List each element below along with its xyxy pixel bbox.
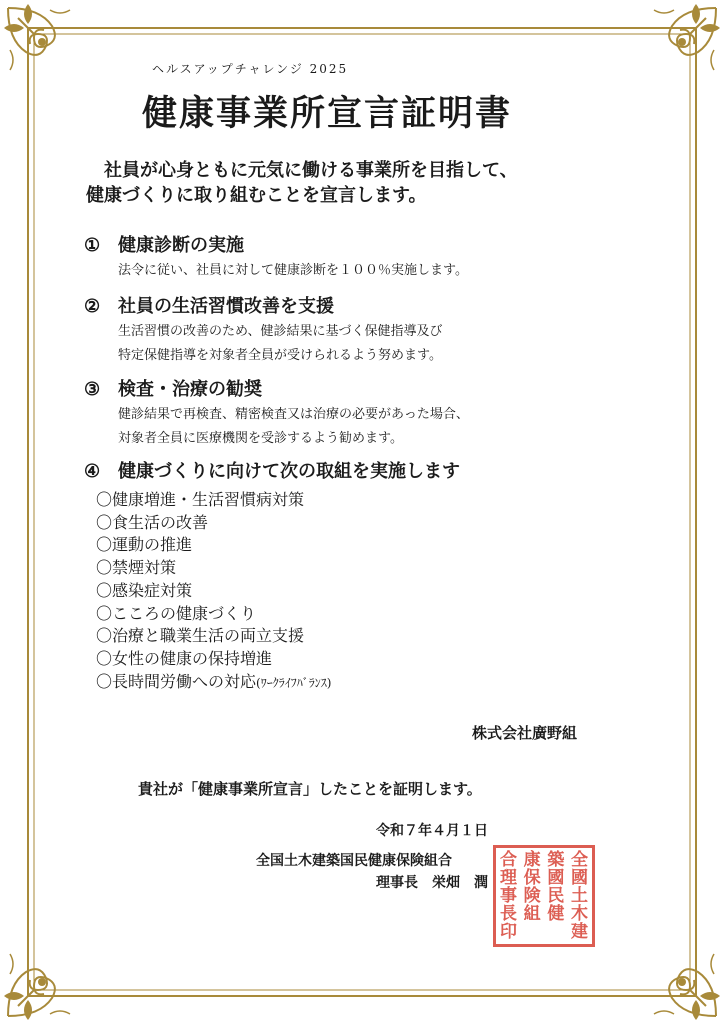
section-title: 健康診断の実施 [118, 235, 244, 256]
list-item: 〇治療と職業生活の両立支援 [96, 626, 305, 646]
intro-text [86, 158, 518, 208]
list-item-text: 〇長時間労働への対応 [96, 671, 257, 691]
section-lifestyle-support [84, 292, 442, 368]
seal-column: 合 理 事 長 印 [500, 850, 517, 942]
section-number: ② [84, 296, 101, 317]
section-number: ① [84, 235, 101, 256]
section-body-line: 対象者全員に医療機関を受診するよう勧めます。 [118, 431, 403, 446]
section-body: 法令に従い、社員に対して健康診断を１００％実施します。 [118, 263, 468, 278]
section-initiatives [84, 457, 460, 483]
section-title: 検査・治療の勧奨 [118, 379, 262, 400]
issuer-name: 全国土木建築国民健康保険組合 [256, 853, 452, 869]
seal-column: 全 國 土 木 建 [570, 850, 588, 942]
company-name: 株式会社廣野組 [472, 724, 578, 742]
list-item [96, 671, 331, 695]
section-body [84, 403, 469, 451]
section-title: 健康づくりに向けて次の取組を実施します [118, 461, 460, 482]
seal-column: 康 保 険 組 [523, 850, 541, 924]
chairman-name: 理事長 栄畑 潤 [376, 875, 488, 891]
initiative-list [96, 489, 331, 694]
official-seal [493, 845, 595, 947]
section-exam-recommendation [84, 375, 469, 451]
list-item: 〇運動の推進 [96, 535, 193, 555]
intro-line: 健康づくりに取り組むことを宣言します。 [86, 185, 427, 206]
list-item: 〇こころの健康づくり [96, 603, 257, 623]
list-item: 〇禁煙対策 [96, 558, 177, 578]
section-number: ④ [84, 461, 101, 482]
challenge-title: ヘルスアップチャレンジ 2025 [152, 62, 349, 76]
seal-column: 築 國 民 健 [547, 850, 565, 924]
list-item: 〇食生活の改善 [96, 512, 209, 532]
list-item-note: (ﾜｰｸﾗｲﾌﾊﾞﾗﾝｽ) [256, 675, 332, 690]
list-item: 〇女性の健康の保持増進 [96, 648, 273, 668]
page-title: 健康事業所宣言証明書 [142, 93, 513, 134]
section-number: ③ [84, 379, 101, 400]
list-item: 〇感染症対策 [96, 580, 193, 600]
section-health-checkup [84, 231, 468, 283]
list-item: 〇健康増進・生活習慣病対策 [96, 490, 305, 509]
certification-statement: 貴社が「健康事業所宣言」したことを証明します。 [138, 780, 482, 798]
section-body-line: 特定保健指導を対象者全員が受けられるよう努めます。 [118, 348, 442, 363]
section-title: 社員の生活習慣改善を支援 [118, 296, 334, 317]
section-body [84, 320, 442, 368]
intro-line: 社員が心身ともに元気に働ける事業所を目指して、 [104, 160, 518, 181]
section-body-line: 生活習慣の改善のため、健診結果に基づく保健指導及び [118, 324, 443, 339]
section-body-line: 健診結果で再検査、精密検査又は治療の必要があった場合、 [118, 407, 469, 422]
issue-date: 令和７年４月１日 [376, 823, 488, 839]
